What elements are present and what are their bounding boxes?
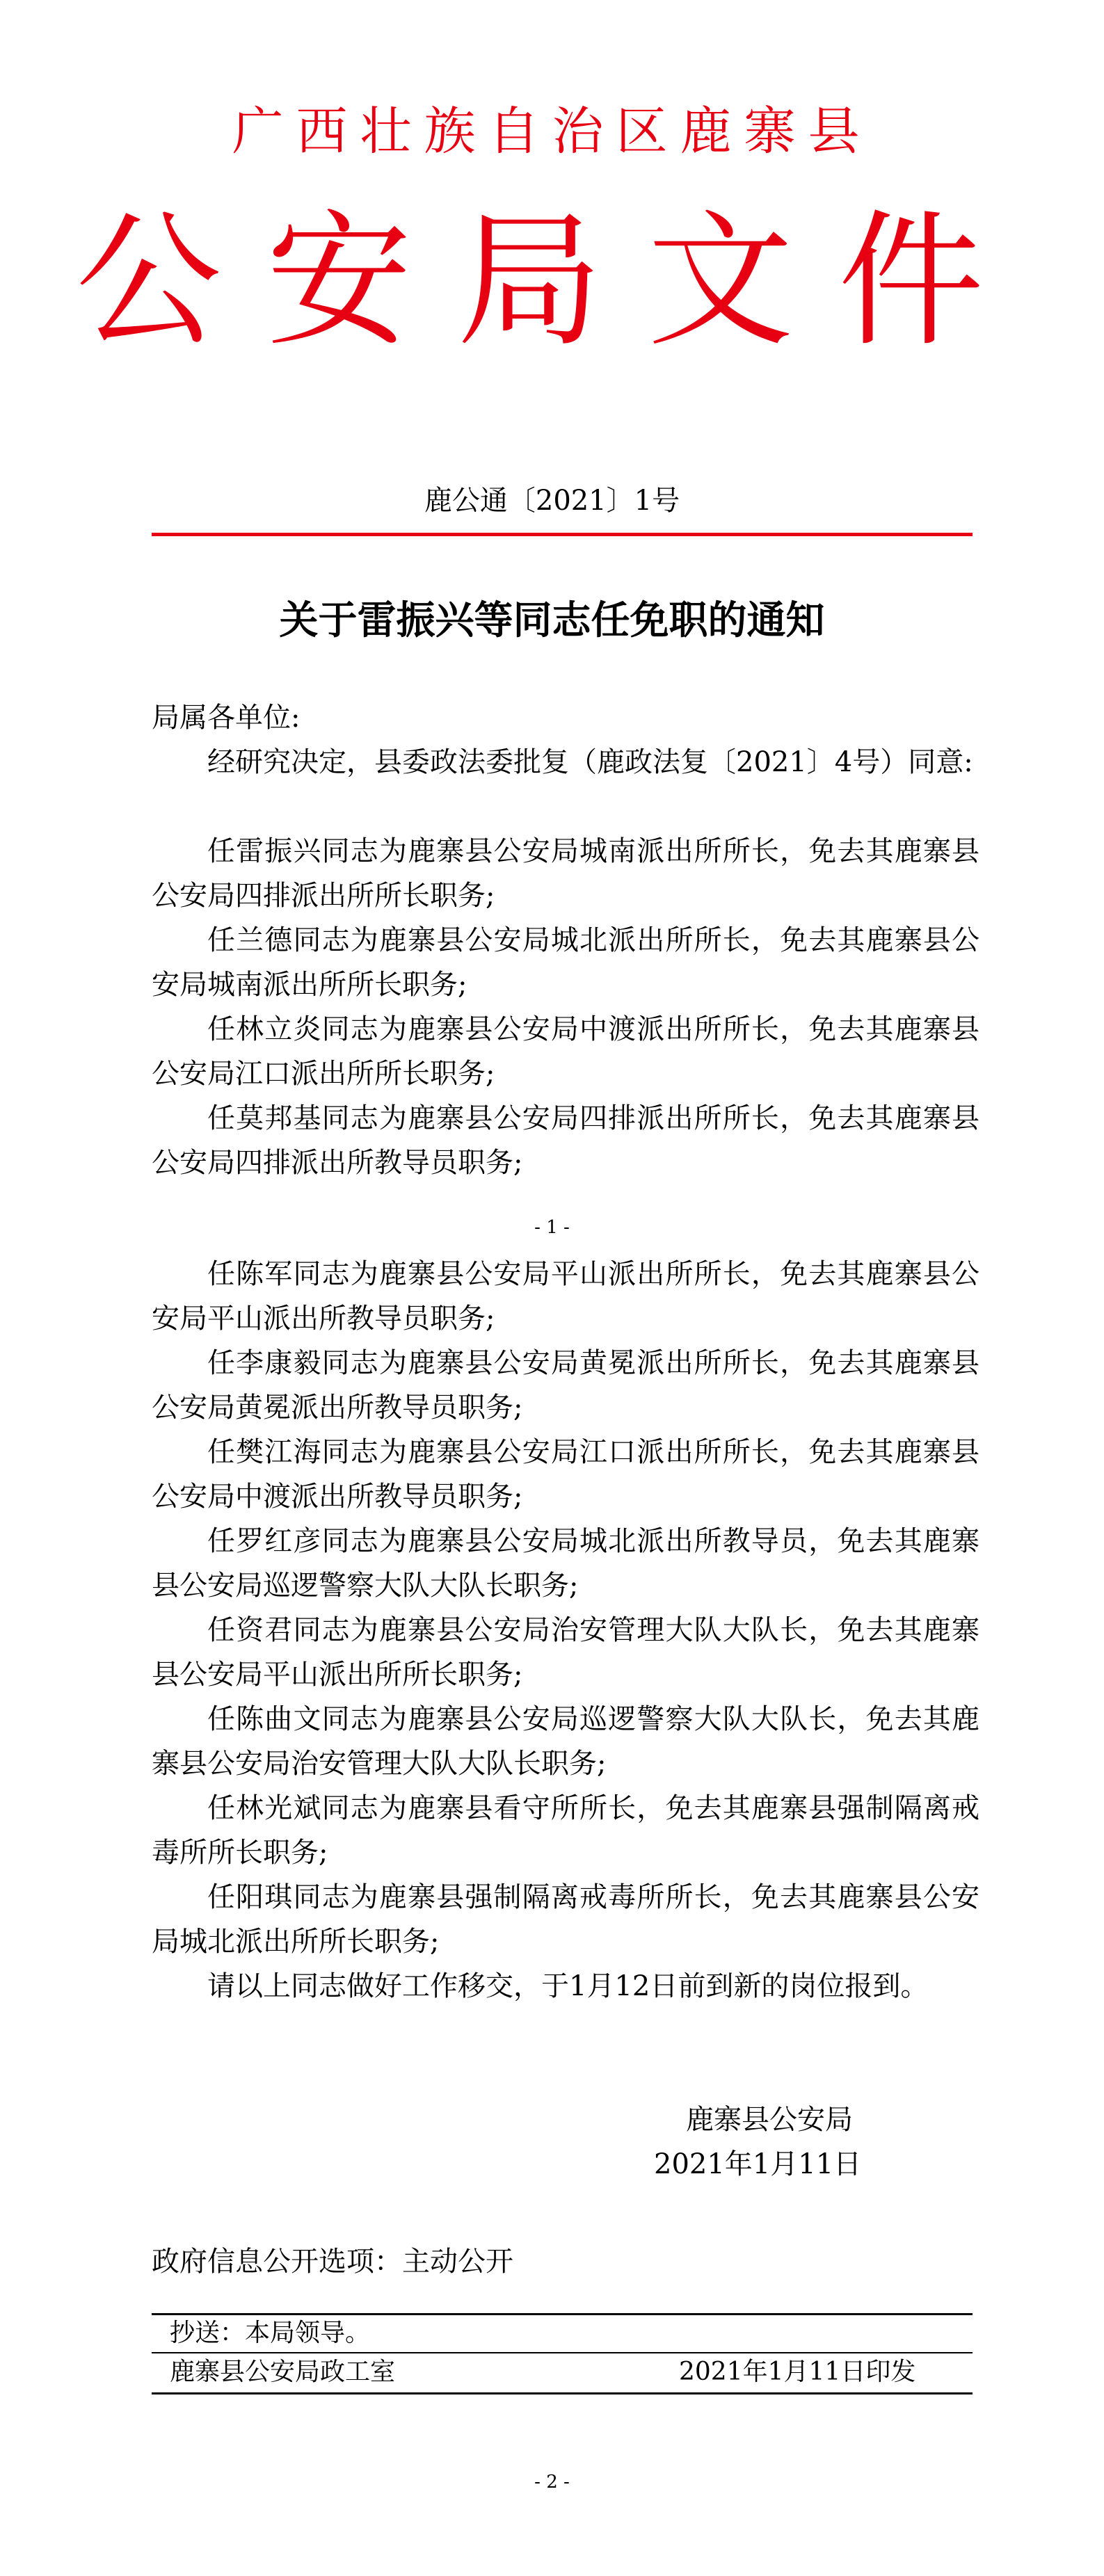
issuing-office: 鹿寨县公安局政工室 xyxy=(170,2358,396,2386)
page-number-1: - 1 - xyxy=(534,1217,570,1238)
page-number-2: - 2 - xyxy=(534,2472,570,2493)
appointment-item: 任兰德同志为鹿寨县公安局城北派出所所长，免去其鹿寨县公安局城南派出所所长职务; xyxy=(152,924,979,1001)
issuer-region: 广西壮族自治区鹿寨县 xyxy=(232,102,872,161)
appointment-item: 任李康毅同志为鹿寨县公安局黄冕派出所所长，免去其鹿寨县公安局黄冕派出所教导员职务; xyxy=(152,1347,979,1424)
appointment-item: 任林立炎同志为鹿寨县公安局中渡派出所所长，免去其鹿寨县公安局江口派出所所长职务; xyxy=(152,1013,979,1090)
footer-top-rule xyxy=(152,2313,973,2315)
appointment-item: 任莫邦基同志为鹿寨县公安局四排派出所所长，免去其鹿寨县公安局四排派出所教导员职务; xyxy=(152,1102,979,1179)
intro-paragraph: 经研究决定，县委政法委批复（鹿政法复〔2021〕4号）同意: xyxy=(207,746,973,778)
footer-bottom-rule xyxy=(152,2392,973,2394)
appointment-item: 任资君同志为鹿寨县公安局治安管理大队大队长，免去其鹿寨县公安局平山派出所所长职务; xyxy=(152,1614,979,1691)
appointment-item: 任罗红彦同志为鹿寨县公安局城北派出所教导员，免去其鹿寨县公安局巡逻警察大队大队长职务; xyxy=(152,1525,979,1602)
signature-date: 2021年1月11日 xyxy=(654,2148,862,2180)
appointment-item: 任阳琪同志为鹿寨县强制隔离戒毒所所长，免去其鹿寨县公安局城北派出所所长职务; xyxy=(152,1881,979,1958)
doc-title: 关于雷振兴等同志任免职的通知 xyxy=(279,597,825,643)
signature-org: 鹿寨县公安局 xyxy=(686,2104,853,2136)
salutation: 局属各单位: xyxy=(152,702,301,734)
appointment-item: 任陈军同志为鹿寨县公安局平山派出所所长，免去其鹿寨县公安局平山派出所教导员职务; xyxy=(152,1258,979,1335)
appointment-item: 任樊江海同志为鹿寨县公安局江口派出所所长，免去其鹿寨县公安局中渡派出所教导员职务; xyxy=(152,1436,979,1513)
print-date: 2021年1月11日印发 xyxy=(679,2358,916,2386)
appointment-item: 任雷振兴同志为鹿寨县公安局城南派出所所长，免去其鹿寨县公安局四排派出所所长职务; xyxy=(152,835,979,912)
doc-number: 鹿公通〔2021〕1号 xyxy=(424,485,680,517)
appointment-item: 任陈曲文同志为鹿寨县公安局巡逻警察大队大队长，免去其鹿寨县公安局治安管理大队大队长职务; xyxy=(152,1703,979,1780)
closing-instruction: 请以上同志做好工作移交，于1月12日前到新的岗位报到。 xyxy=(207,1970,929,2002)
footer-middle-rule xyxy=(152,2352,973,2353)
red-divider xyxy=(152,533,973,536)
disclosure-option: 政府信息公开选项：主动公开 xyxy=(152,2246,513,2278)
appointment-item: 任林光斌同志为鹿寨县看守所所长，免去其鹿寨县强制隔离戒毒所所长职务; xyxy=(152,1792,979,1869)
cc-line: 抄送：本局领导。 xyxy=(170,2319,371,2347)
doc-type-heading: 公安局文件 xyxy=(75,196,1029,367)
